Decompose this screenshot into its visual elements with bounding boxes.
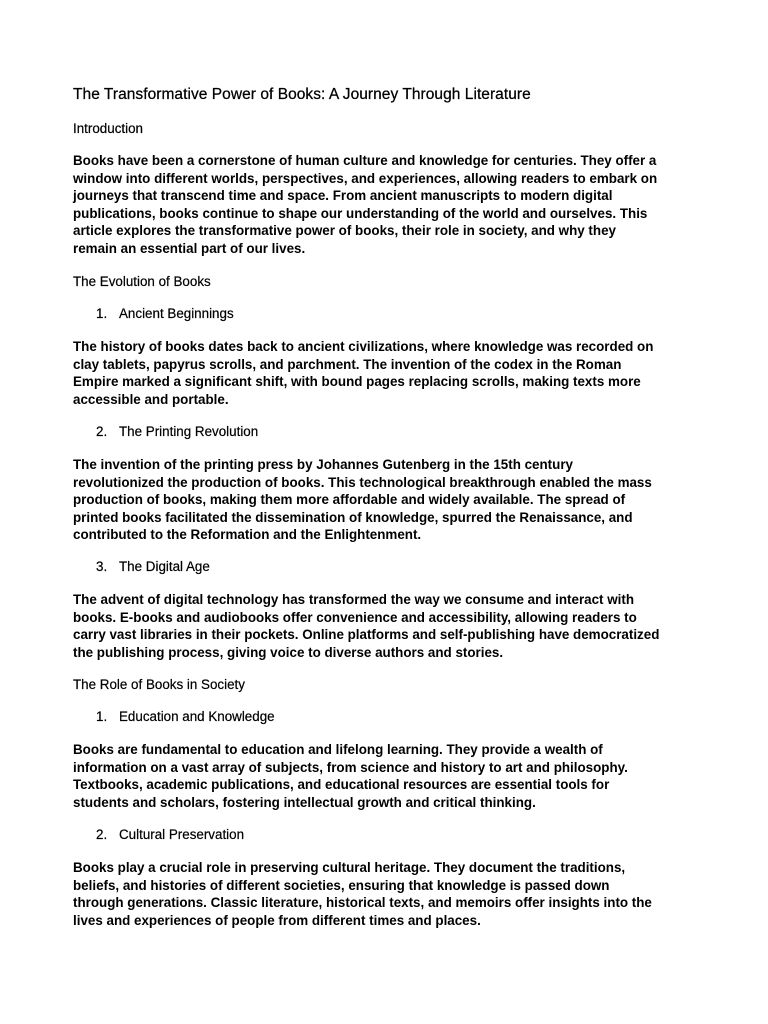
list-item-title: Ancient Beginnings bbox=[119, 306, 234, 321]
paragraph-line: revolutionized the production of books. This technological breakthrough enabled the mass bbox=[73, 474, 652, 490]
list-item-title: The Digital Age bbox=[119, 559, 210, 574]
paragraph-line: students and scholars, fostering intellectual growth and critical thinking. bbox=[73, 794, 536, 810]
list-item-number: 3. bbox=[96, 559, 108, 574]
paragraph-line: journeys that transcend time and space. From ancient manuscripts to modern digital bbox=[73, 188, 613, 204]
section-heading-evolution: The Evolution of Books bbox=[73, 274, 211, 289]
paragraph-line: remain an essential part of our lives. bbox=[73, 240, 306, 256]
paragraph-line: beliefs, and histories of different societies, ensuring that knowledge is passed down bbox=[73, 877, 610, 893]
introduction-paragraph bbox=[73, 152, 698, 258]
paragraph-line: Books play a crucial role in preserving cultural heritage. They document the traditions, bbox=[73, 860, 626, 875]
list-item-number: 1. bbox=[96, 709, 108, 724]
section-heading-role: The Role of Books in Society bbox=[73, 677, 245, 692]
list-item-printing-revolution bbox=[96, 424, 258, 439]
paragraph-line: article explores the transformative power of books, their role in society, and why they bbox=[73, 223, 616, 239]
paragraph-line: lives and experiences of people from different times and places. bbox=[73, 912, 481, 928]
paragraph-line: publications, books continue to shape our understanding of the world and ourselves. This bbox=[73, 205, 648, 221]
paragraph-line: information on a vast array of subjects, from science and history to art and philosophy. bbox=[73, 759, 628, 775]
paragraph-line: The history of books dates back to ancient civilizations, where knowledge was recorded on bbox=[73, 339, 654, 354]
printing-revolution-paragraph bbox=[73, 456, 698, 544]
list-item-number: 2. bbox=[96, 424, 108, 439]
list-item-title: The Printing Revolution bbox=[119, 424, 259, 439]
list-item-title: Education and Knowledge bbox=[119, 709, 275, 724]
paragraph-line: Books have been a cornerstone of human culture and knowledge for centuries. They offer a bbox=[73, 153, 657, 168]
list-item-cultural-preservation bbox=[96, 827, 244, 842]
paragraph-line: The invention of the printing press by Johannes Gutenberg in the 15th century bbox=[73, 457, 573, 472]
list-item-title: Cultural Preservation bbox=[119, 827, 245, 842]
list-item-digital-age bbox=[96, 559, 210, 574]
list-item-number: 2. bbox=[96, 827, 108, 842]
section-heading-introduction: Introduction bbox=[73, 121, 143, 136]
paragraph-line: clay tablets, papyrus scrolls, and parchment. The invention of the codex in the Roman bbox=[73, 356, 622, 372]
cultural-preservation-paragraph bbox=[73, 859, 698, 929]
paragraph-line: Books are fundamental to education and lifelong learning. They provide a wealth of bbox=[73, 742, 603, 757]
paragraph-line: The advent of digital technology has transformed the way we consume and interact with bbox=[73, 592, 635, 607]
document-title: The Transformative Power of Books: A Journey Through Literature bbox=[73, 86, 531, 103]
ancient-beginnings-paragraph bbox=[73, 338, 698, 408]
list-item-education-knowledge bbox=[96, 709, 275, 724]
paragraph-line: contributed to the Reformation and the Enlightenment. bbox=[73, 527, 422, 543]
list-item-number: 1. bbox=[96, 306, 108, 321]
paragraph-line: books. E-books and audiobooks offer convenience and accessibility, allowing readers to bbox=[73, 609, 637, 625]
education-knowledge-paragraph bbox=[73, 741, 698, 811]
paragraph-line: printed books facilitated the dissemination of knowledge, spurred the Renaissance, and bbox=[73, 509, 633, 525]
paragraph-line: Textbooks, academic publications, and educational resources are essential tools for bbox=[73, 777, 610, 793]
list-item-ancient-beginnings bbox=[96, 306, 234, 321]
paragraph-line: Empire marked a significant shift, with bound pages replacing scrolls, making texts more bbox=[73, 374, 641, 390]
digital-age-paragraph bbox=[73, 591, 698, 661]
paragraph-line: window into different worlds, perspectives, and experiences, allowing readers to embark on bbox=[73, 170, 658, 186]
paragraph-line: accessible and portable. bbox=[73, 391, 229, 407]
paragraph-line: production of books, making them more affordable and widely available. The spread of bbox=[73, 492, 626, 508]
paragraph-line: carry vast libraries in their pockets. Online platforms and self-publishing have democratized bbox=[73, 627, 660, 643]
paragraph-line: the publishing process, giving voice to diverse authors and stories. bbox=[73, 644, 504, 660]
paragraph-line: through generations. Classic literature, historical texts, and memoirs offer insights into the bbox=[73, 895, 652, 911]
